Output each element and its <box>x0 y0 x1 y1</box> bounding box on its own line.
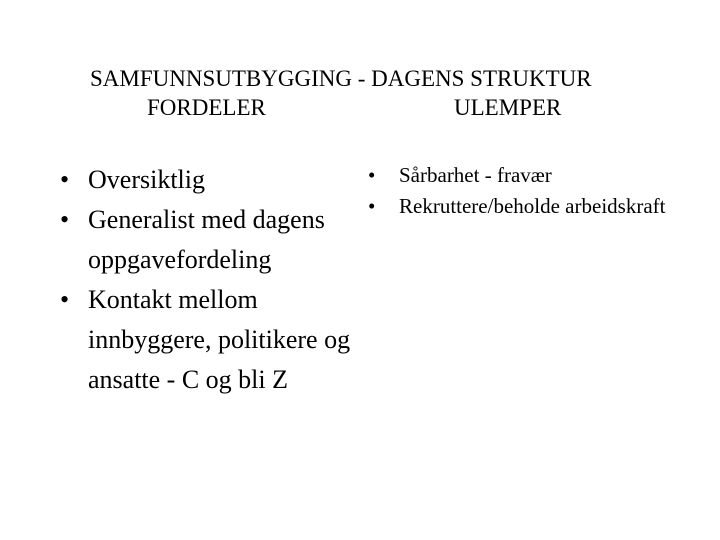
bullet-icon: • <box>60 165 70 194</box>
cons-list <box>368 160 668 222</box>
list-item <box>60 160 360 200</box>
list-item <box>60 280 360 400</box>
list-item <box>60 200 360 280</box>
bullet-icon: • <box>368 194 376 218</box>
cons-item-text: Sårbarhet - fravær <box>399 163 552 187</box>
cons-item-text: Rekruttere/beholde arbeidskraft <box>399 194 666 218</box>
title-line: SAMFUNNSUTBYGGING - DAGENS STRUKTUR <box>90 66 592 91</box>
cons-heading: ULEMPER <box>454 95 562 120</box>
bullet-icon: • <box>368 163 376 187</box>
pros-item-text: Generalist med dagens oppgavefordeling <box>88 205 325 274</box>
slide-title <box>90 64 650 122</box>
list-item <box>368 191 668 222</box>
pros-list <box>60 160 360 400</box>
pros-item-text: Kontakt mellom innbyggere, politikere og ansatte - C og bli Z <box>88 285 351 394</box>
column-headings <box>90 93 650 122</box>
bullet-icon: • <box>60 205 70 234</box>
pros-item-text: Oversiktlig <box>88 165 205 194</box>
list-item <box>368 160 668 191</box>
bullet-icon: • <box>60 285 70 314</box>
pros-heading: FORDELER <box>147 95 266 120</box>
